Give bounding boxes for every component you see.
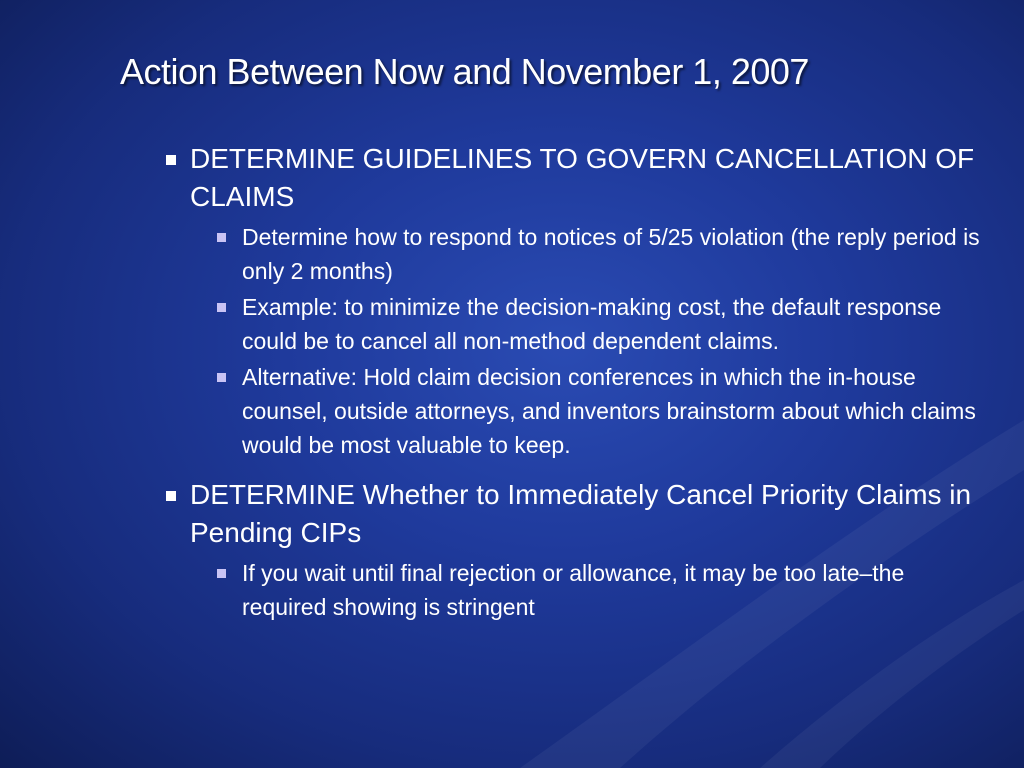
slide-title: Action Between Now and November 1, 2007 [120,51,809,92]
square-bullet-icon [217,373,226,382]
bullet-text: DETERMINE Whether to Immediately Cancel Priority Claims in Pending CIPs [190,479,972,548]
subbullet-example [160,290,980,358]
subbullet-text: Example: to minimize the decision-making cost, the default response could be to cancel all non-method dependent claims. [242,294,942,354]
slide-content [160,136,980,624]
subbullet-alternative [160,360,980,462]
bullet-priority-claims [160,476,980,552]
bullet-text: DETERMINE GUIDELINES TO GOVERN CANCELLATION OF CLAIMS [190,143,975,212]
square-bullet-icon [166,491,176,501]
square-bullet-icon [217,303,226,312]
subbullet-text: Alternative: Hold claim decision conferences in which the in-house counsel, outside attorneys, and inventors brainstorm about which claims would be most valuable to keep. [242,364,976,458]
bullet-guidelines [160,140,980,216]
square-bullet-icon [166,155,176,165]
square-bullet-icon [217,569,226,578]
subbullet-text: If you wait until final rejection or allowance, it may be too late–the required showing is stringent [242,560,905,620]
subbullet-text: Determine how to respond to notices of 5/25 violation (the reply period is only 2 months) [242,224,980,284]
subbullet-respond-notices [160,220,980,288]
square-bullet-icon [217,233,226,242]
subbullet-final-rejection [160,556,980,624]
